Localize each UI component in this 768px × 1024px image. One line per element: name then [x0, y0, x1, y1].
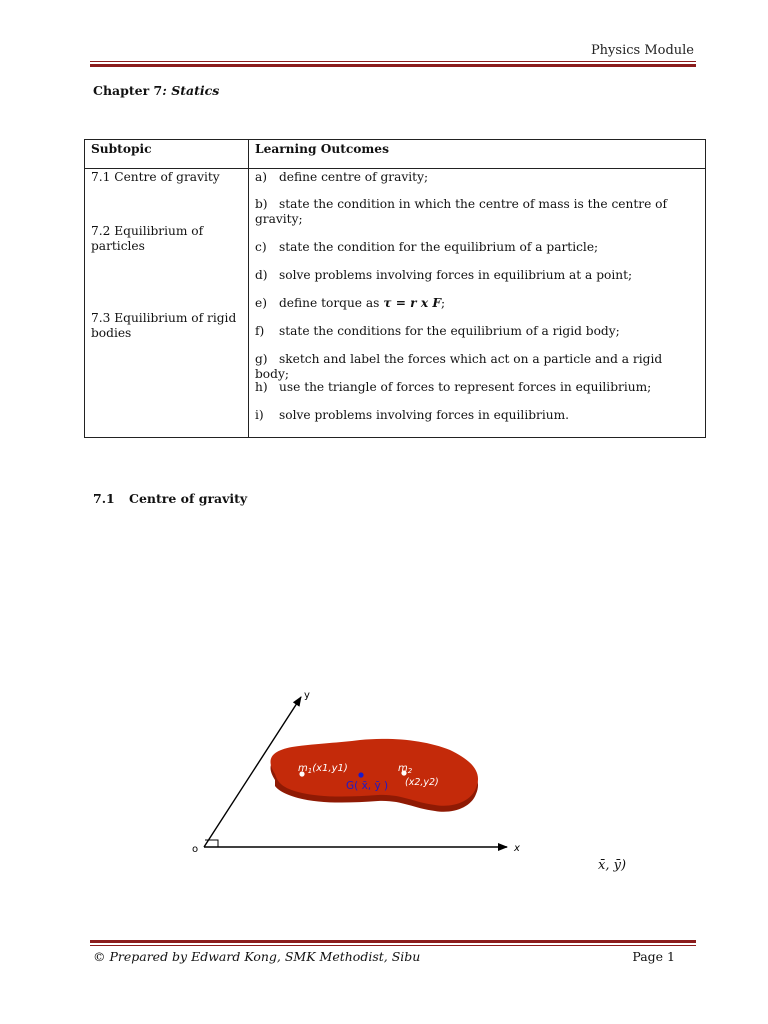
page-header-title: Physics Module	[590, 43, 694, 58]
outcome-label: i)	[255, 408, 264, 422]
footer-rule-thick	[90, 940, 696, 943]
outcome-b	[255, 197, 695, 226]
mass1-coords: (x1,y1)	[312, 763, 348, 774]
outcome-text: define centre of gravity;	[279, 170, 429, 184]
outcome-label: g)	[255, 352, 268, 366]
chapter-heading	[93, 83, 219, 98]
centre-label: G( x̄, ȳ )	[346, 780, 389, 792]
chapter-title: : Statics	[162, 83, 220, 98]
outcome-h	[255, 380, 695, 395]
table-header-row	[85, 140, 706, 169]
mass2-coords: (x2,y2)	[405, 777, 439, 788]
outcome-label: f)	[255, 324, 265, 338]
outcome-text: use the triangle of forces to represent forces in equilibrium;	[279, 380, 652, 394]
header-learning-outcomes: Learning Outcomes	[249, 140, 706, 169]
origin-label: o	[192, 844, 199, 855]
section-number: 7.1	[93, 491, 115, 506]
outcome-label: a)	[255, 170, 268, 184]
section-heading	[93, 491, 247, 506]
outcome-text: state the conditions for the equilibrium of a rigid body;	[279, 324, 620, 338]
outcome-text-end: ;	[441, 296, 446, 310]
outcome-label: e)	[255, 296, 267, 310]
torque-formula: τ = r x F	[383, 296, 442, 310]
outcome-text: state the condition for the equilibrium of a particle;	[279, 240, 599, 254]
header-rule-thin	[90, 61, 696, 62]
footer-credit: © Prepared by Edward Kong, SMK Methodist, Sibu	[93, 949, 421, 964]
y-axis-label: y	[304, 690, 310, 701]
subtopic-7-3: 7.3 Equilibrium of rigid bodies	[91, 311, 237, 340]
x-axis-label: x	[514, 843, 520, 854]
outcome-label: h)	[255, 380, 268, 394]
section-title: Centre of gravity	[129, 491, 248, 506]
table-row	[85, 169, 706, 438]
outcome-a	[255, 170, 695, 185]
outcomes-cell	[249, 169, 706, 438]
learning-outcomes-table	[84, 139, 706, 438]
outcome-label: b)	[255, 197, 268, 211]
outcome-d	[255, 268, 695, 283]
header-rule-thick	[90, 64, 696, 67]
outcome-text: define torque as	[279, 296, 384, 310]
outcome-text: state the condition in which the centre of mass is the centre of gravity;	[255, 197, 668, 226]
outcome-i	[255, 408, 695, 423]
outcome-g	[255, 352, 695, 381]
outcome-e	[255, 296, 695, 311]
outcome-text: solve problems involving forces in equilibrium.	[279, 408, 570, 422]
outcome-text: solve problems involving forces in equilibrium at a point;	[279, 268, 633, 282]
subtopic-7-1: 7.1 Centre of gravity	[91, 170, 220, 184]
outcome-c	[255, 240, 695, 255]
mass2-label: $m_2$	[398, 763, 413, 775]
centre-point	[358, 772, 363, 777]
subtopic-7-2: 7.2 Equilibrium of particles	[91, 224, 204, 253]
stray-coordinate-text: x̄, ȳ)	[598, 858, 627, 873]
outcome-text: sketch and label the forces which act on a particle and a rigid body;	[255, 352, 663, 381]
footer-rule-thin	[90, 945, 696, 946]
outcome-label: c)	[255, 240, 267, 254]
subtopic-cell	[85, 169, 249, 438]
outcome-f	[255, 324, 695, 339]
centre-of-gravity-figure	[180, 680, 540, 870]
header-subtopic: Subtopic	[85, 140, 249, 169]
outcome-label: d)	[255, 268, 268, 282]
chapter-number: Chapter 7	[93, 83, 163, 98]
page-number: Page 1	[632, 949, 675, 964]
mass1-label: $m_1(x1,y1)$	[298, 763, 348, 775]
